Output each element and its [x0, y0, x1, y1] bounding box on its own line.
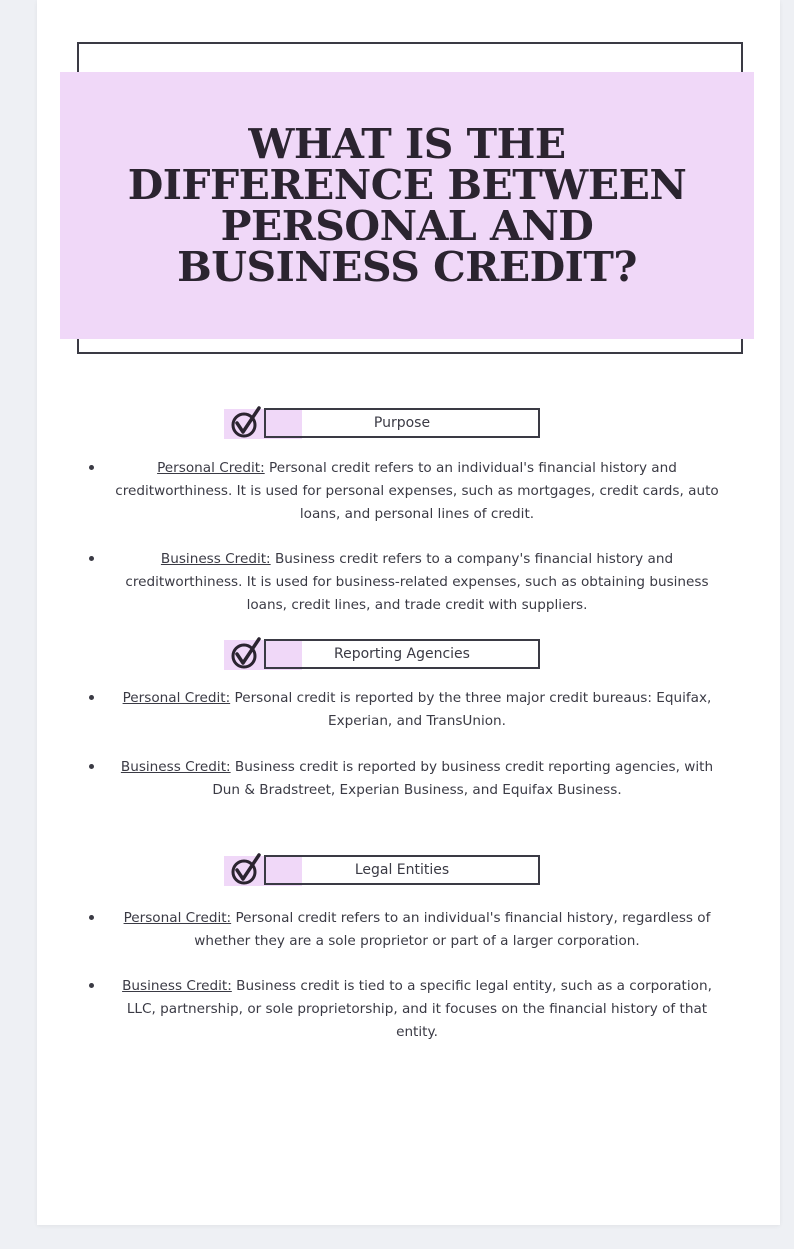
section-label: Purpose — [373, 415, 431, 431]
bullet-text: Personal credit is reported by the three major credit bureaus: Equifax, Experian, and TransUnion. — [230, 690, 712, 729]
section-header-purpose — [224, 408, 540, 440]
list-item — [107, 687, 727, 733]
section-label: Legal Entities — [354, 862, 450, 878]
bullet-icon — [89, 556, 94, 561]
list-item — [107, 975, 727, 1044]
check-circle-icon — [228, 852, 264, 888]
section-label-box — [264, 639, 540, 669]
bullet-text: Personal credit refers to an individual's financial history, regardless of whether they are a sole proprietor or part of a larger corporation. — [194, 910, 711, 949]
section-label-box — [264, 408, 540, 438]
bullet-term: Business Credit: — [120, 759, 231, 775]
check-circle-icon — [228, 405, 264, 441]
bullet-text: Personal credit refers to an individual's financial history and creditworthiness. It is used for personal expenses, such as mortgages, credit cards, auto loans, and personal lines of credit. — [115, 460, 719, 522]
bullet-text: Business credit is tied to a specific legal entity, such as a corporation, LLC, partnership, or sole proprietorship, and it focuses on the financial history of that entity. — [126, 978, 712, 1040]
page-title: WHAT IS THE DIFFERENCE BETWEEN PERSONAL AND BUSINESS CREDIT? — [127, 119, 687, 291]
list-item — [107, 756, 727, 802]
bullet-term: Personal Credit: — [122, 690, 231, 706]
title-banner — [60, 72, 754, 339]
section-header-reporting-agencies — [224, 639, 540, 671]
bullet-term: Business Credit: — [122, 978, 232, 994]
bullet-icon — [89, 695, 94, 700]
bullet-term: Business Credit: — [160, 551, 271, 567]
bullet-icon — [89, 764, 94, 769]
bullet-icon — [89, 983, 94, 988]
bullet-term: Personal Credit: — [157, 460, 265, 476]
section-header-legal-entities — [224, 855, 540, 887]
list-item — [107, 548, 727, 617]
bullet-text: Business credit refers to a company's financial history and creditworthiness. It is used for business-related expenses, such as obtaining business loans, credit lines, and trade credit with suppliers. — [125, 551, 709, 613]
list-item — [107, 907, 727, 953]
bullet-term: Personal Credit: — [123, 910, 232, 926]
bullet-icon — [89, 915, 94, 920]
section-label: Reporting Agencies — [334, 646, 470, 662]
section-label-box — [264, 855, 540, 885]
list-item — [107, 457, 727, 526]
check-circle-icon — [228, 636, 264, 672]
document-page — [37, 0, 780, 1225]
bullet-icon — [89, 465, 94, 470]
bullet-text: Business credit is reported by business credit reporting agencies, with Dun & Bradstreet, Experian Business, and Equifax Business. — [212, 759, 714, 798]
